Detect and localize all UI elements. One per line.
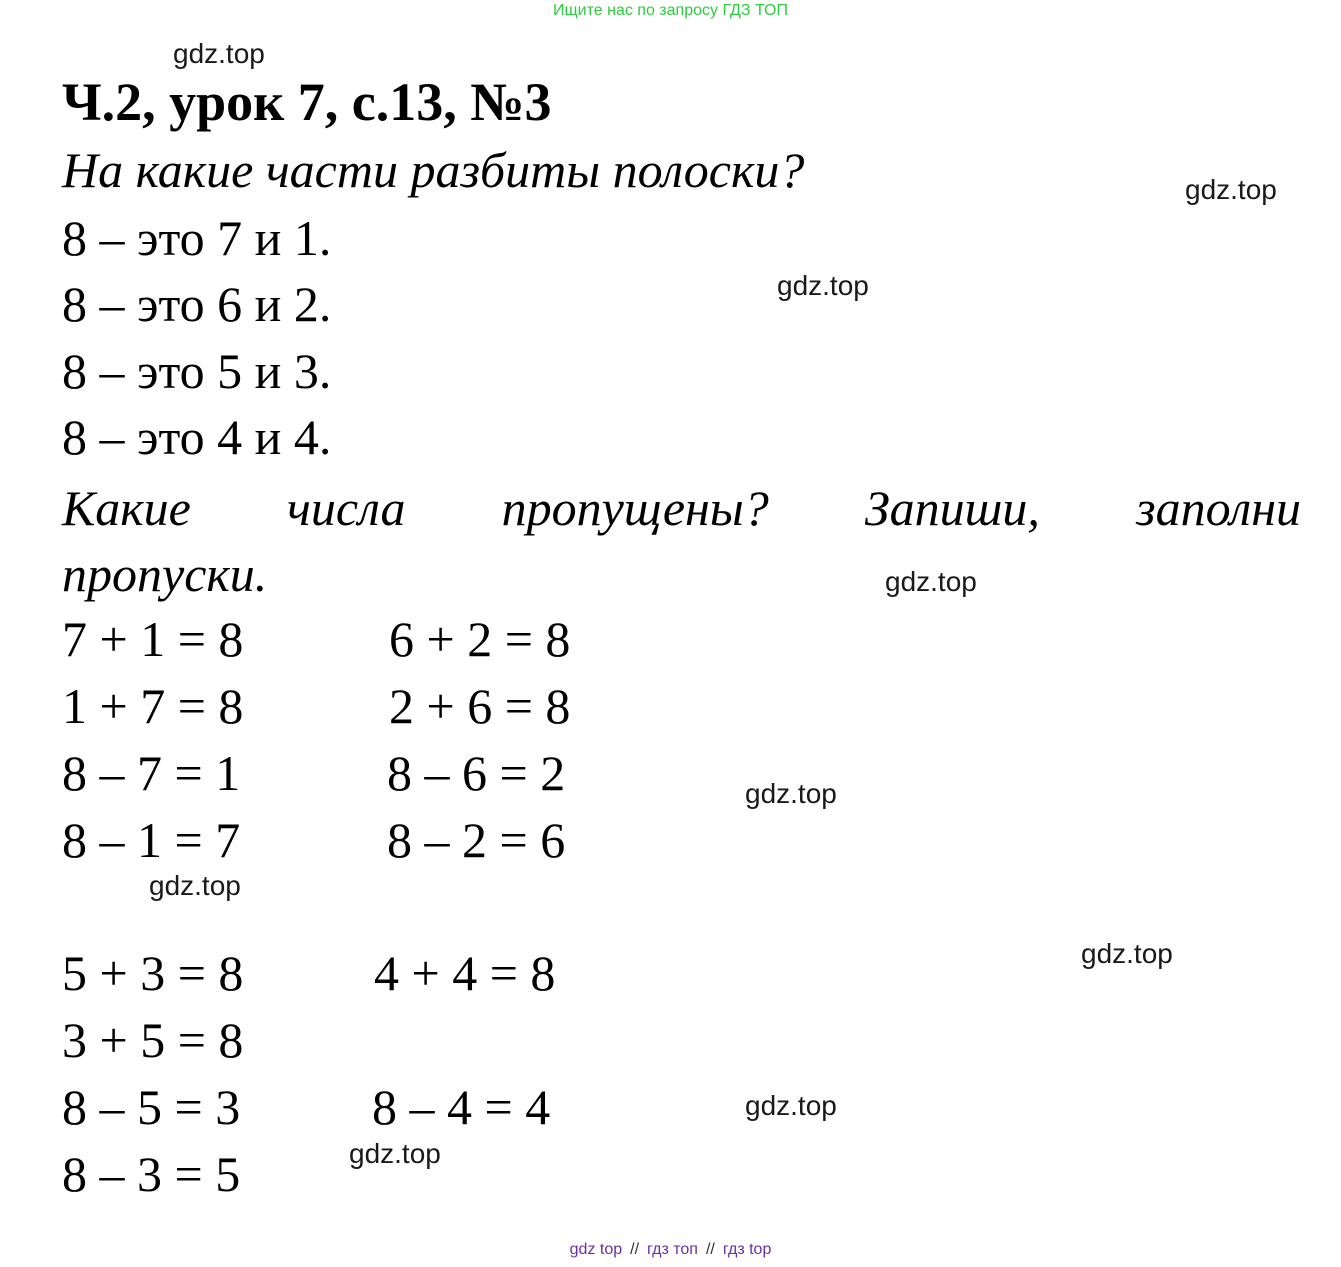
equation: 3 + 5 = 8 bbox=[62, 1012, 244, 1068]
equation: 5 + 3 = 8 bbox=[62, 945, 244, 1001]
watermark: gdz.top bbox=[745, 778, 837, 809]
answer-line: 8 – это 4 и 4. bbox=[62, 409, 332, 465]
question-1: На какие части разбиты полоски? bbox=[62, 142, 805, 198]
answer-line: 8 – это 5 и 3. bbox=[62, 343, 332, 399]
watermark: gdz.top bbox=[777, 270, 869, 301]
page-title: Ч.2, урок 7, с.13, №3 bbox=[62, 72, 552, 132]
watermark: gdz.top bbox=[1081, 938, 1173, 969]
question-2-word: Запиши, bbox=[864, 480, 1040, 536]
watermark: gdz.top bbox=[173, 38, 265, 69]
top-banner: Ищите нас по запросу ГДЗ ТОП bbox=[553, 2, 788, 19]
question-2-word: числа bbox=[287, 480, 406, 536]
answer-line: 8 – это 6 и 2. bbox=[62, 276, 332, 332]
question-2-end: пропуски. bbox=[62, 546, 268, 602]
equation: 2 + 6 = 8 bbox=[389, 678, 571, 734]
equation: 4 + 4 = 8 bbox=[374, 945, 556, 1001]
question-2-word: Какие bbox=[62, 480, 191, 536]
answer-line: 8 – это 7 и 1. bbox=[62, 210, 332, 266]
equation: 8 – 4 = 4 bbox=[372, 1079, 551, 1135]
equation: 8 – 7 = 1 bbox=[62, 745, 241, 801]
equation: 8 – 6 = 2 bbox=[387, 745, 566, 801]
footer-separator: // bbox=[630, 1241, 640, 1258]
footer-separator: // bbox=[705, 1241, 715, 1258]
footer-link[interactable]: гдз top bbox=[722, 1241, 772, 1258]
watermark: gdz.top bbox=[885, 566, 977, 597]
question-2-word: пропущены? bbox=[501, 480, 769, 536]
equation: 7 + 1 = 8 bbox=[62, 611, 244, 667]
equation: 8 – 2 = 6 bbox=[387, 812, 566, 868]
footer bbox=[0, 1241, 1341, 1259]
footer-link[interactable]: gdz top bbox=[569, 1241, 623, 1258]
footer-link[interactable]: гдз топ bbox=[647, 1241, 698, 1258]
watermark: gdz.top bbox=[149, 870, 241, 901]
question-2 bbox=[62, 478, 1301, 538]
question-2-word: заполни bbox=[1136, 480, 1301, 536]
equation: 6 + 2 = 8 bbox=[389, 611, 571, 667]
equation: 1 + 7 = 8 bbox=[62, 678, 244, 734]
watermark: gdz.top bbox=[1185, 174, 1277, 205]
watermark: gdz.top bbox=[349, 1138, 441, 1169]
equation: 8 – 3 = 5 bbox=[62, 1146, 241, 1202]
watermark: gdz.top bbox=[745, 1090, 837, 1121]
equation: 8 – 5 = 3 bbox=[62, 1079, 241, 1135]
equation: 8 – 1 = 7 bbox=[62, 812, 241, 868]
